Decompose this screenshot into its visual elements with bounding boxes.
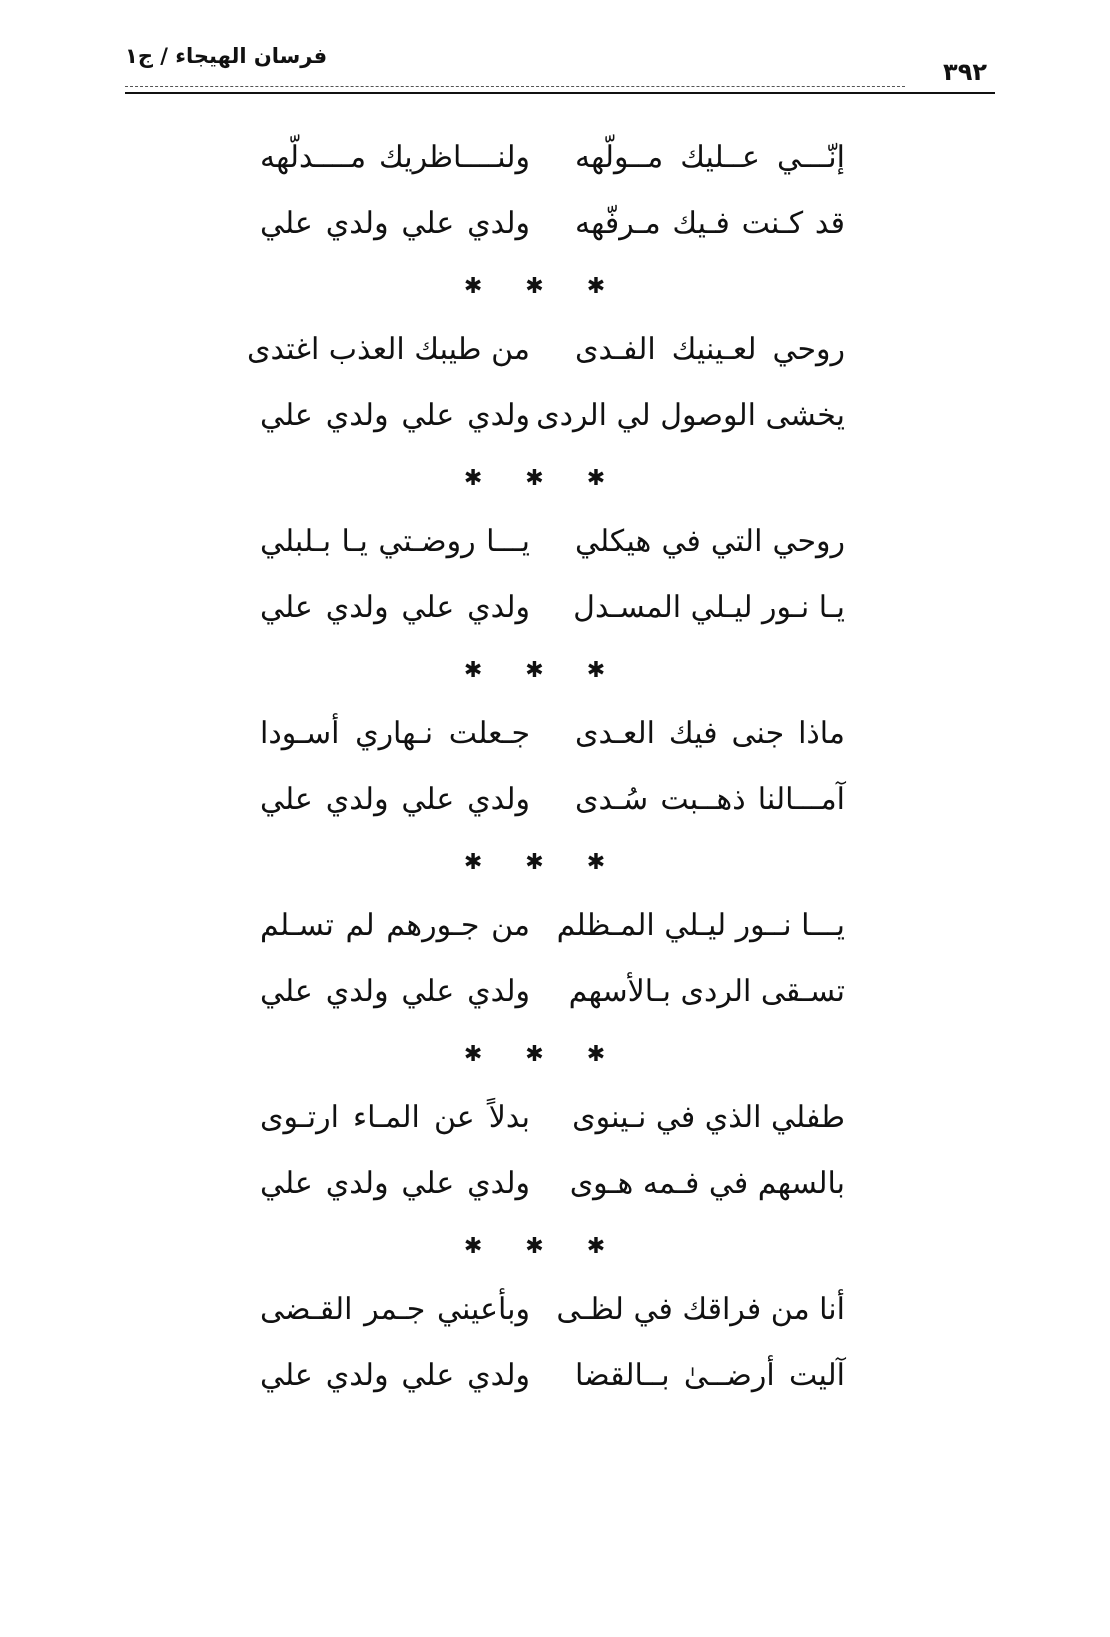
verse-line (260, 509, 845, 575)
first-hemistich: ماذا جنى فيك العـدى (575, 716, 845, 751)
stanza-separator: ✱ ✱ ✱ (463, 658, 624, 683)
stanza (246, 317, 845, 449)
second-hemistich: ولدي علي ولدي علي (260, 974, 530, 1009)
first-hemistich: روحي التي في هيكلي (575, 524, 845, 559)
second-hemistich: من جـورهم لم تسـلم (260, 908, 530, 943)
verse-line (260, 893, 845, 959)
second-hemistich: ولدي علي ولدي علي (260, 590, 530, 625)
stanza-separator: ✱ ✱ ✱ (463, 850, 624, 875)
second-hemistich: ولنــــاظريك مــــدلّهه (260, 140, 530, 175)
verse-line (260, 383, 845, 449)
second-hemistich: ولدي علي ولدي علي (260, 782, 530, 817)
second-hemistich: ولدي علي ولدي علي (260, 1166, 530, 1201)
first-hemistich: آمـــالنا ذهــبت سُـدى (575, 782, 845, 817)
first-hemistich: قد كـنت فـيك مـرفّهه (575, 206, 845, 241)
verse-line (260, 575, 845, 641)
verse-line (260, 1151, 845, 1217)
page-number: ٣٩٢ (943, 58, 987, 86)
second-hemistich: جـعلت نـهاري أسـودا (260, 716, 530, 751)
first-hemistich: تسـقى الردى بـالأسهم (568, 974, 845, 1009)
second-hemistich: ولدي علي ولدي علي (260, 1358, 530, 1393)
verse-line (246, 317, 845, 383)
first-hemistich: بالسهم في فـمه هـوى (569, 1166, 845, 1201)
first-hemistich: يـــا نــور ليـلي المـظلم (556, 908, 845, 943)
verse-line (260, 701, 845, 767)
first-hemistich: إنّـــي عــليك مــولّهه (575, 140, 845, 175)
first-hemistich: يخشى الوصول لي الردى (536, 398, 845, 433)
first-hemistich: طفلي الذي في نـينوى (572, 1100, 845, 1135)
poem (246, 125, 845, 1409)
stanza (260, 1277, 845, 1409)
stanza (260, 701, 845, 833)
verse-line (260, 1277, 845, 1343)
verse-line (260, 125, 845, 191)
page-header (125, 40, 995, 96)
stanza-separator: ✱ ✱ ✱ (463, 1042, 624, 1067)
stanza-separator: ✱ ✱ ✱ (463, 274, 624, 299)
second-hemistich: ولدي علي ولدي علي (260, 206, 530, 241)
verse-line (260, 767, 845, 833)
verse-line (260, 1343, 845, 1409)
header-rule (125, 92, 995, 94)
stanza-separator: ✱ ✱ ✱ (463, 466, 624, 491)
second-hemistich: وبأعيني جـمر القـضى (260, 1292, 530, 1327)
first-hemistich: روحي لعـينيك الفـدى (575, 332, 845, 367)
second-hemistich: بدلاً عن المـاء ارتـوى (260, 1100, 530, 1135)
running-title: فرسان الهيجاء / ج١ (125, 44, 328, 68)
first-hemistich: أنا من فراقك في لظـى (556, 1292, 845, 1327)
stanza (260, 1085, 845, 1217)
first-hemistich: يـا نـور ليـلي المسـدل (573, 590, 845, 625)
second-hemistich: من طيبك العذب اغتدى (246, 332, 530, 367)
verse-line (260, 959, 845, 1025)
second-hemistich: ولدي علي ولدي علي (260, 398, 530, 433)
stanza-separator: ✱ ✱ ✱ (463, 1234, 624, 1259)
first-hemistich: آليت أرضــىٰ بــالقضا (575, 1358, 845, 1393)
stanza (260, 125, 845, 257)
stanza (260, 509, 845, 641)
header-dashed-rule (125, 86, 905, 87)
verse-line (260, 191, 845, 257)
second-hemistich: يـــا روضـتي يـا بـلبلي (260, 524, 530, 559)
verse-line (260, 1085, 845, 1151)
stanza (260, 893, 845, 1025)
